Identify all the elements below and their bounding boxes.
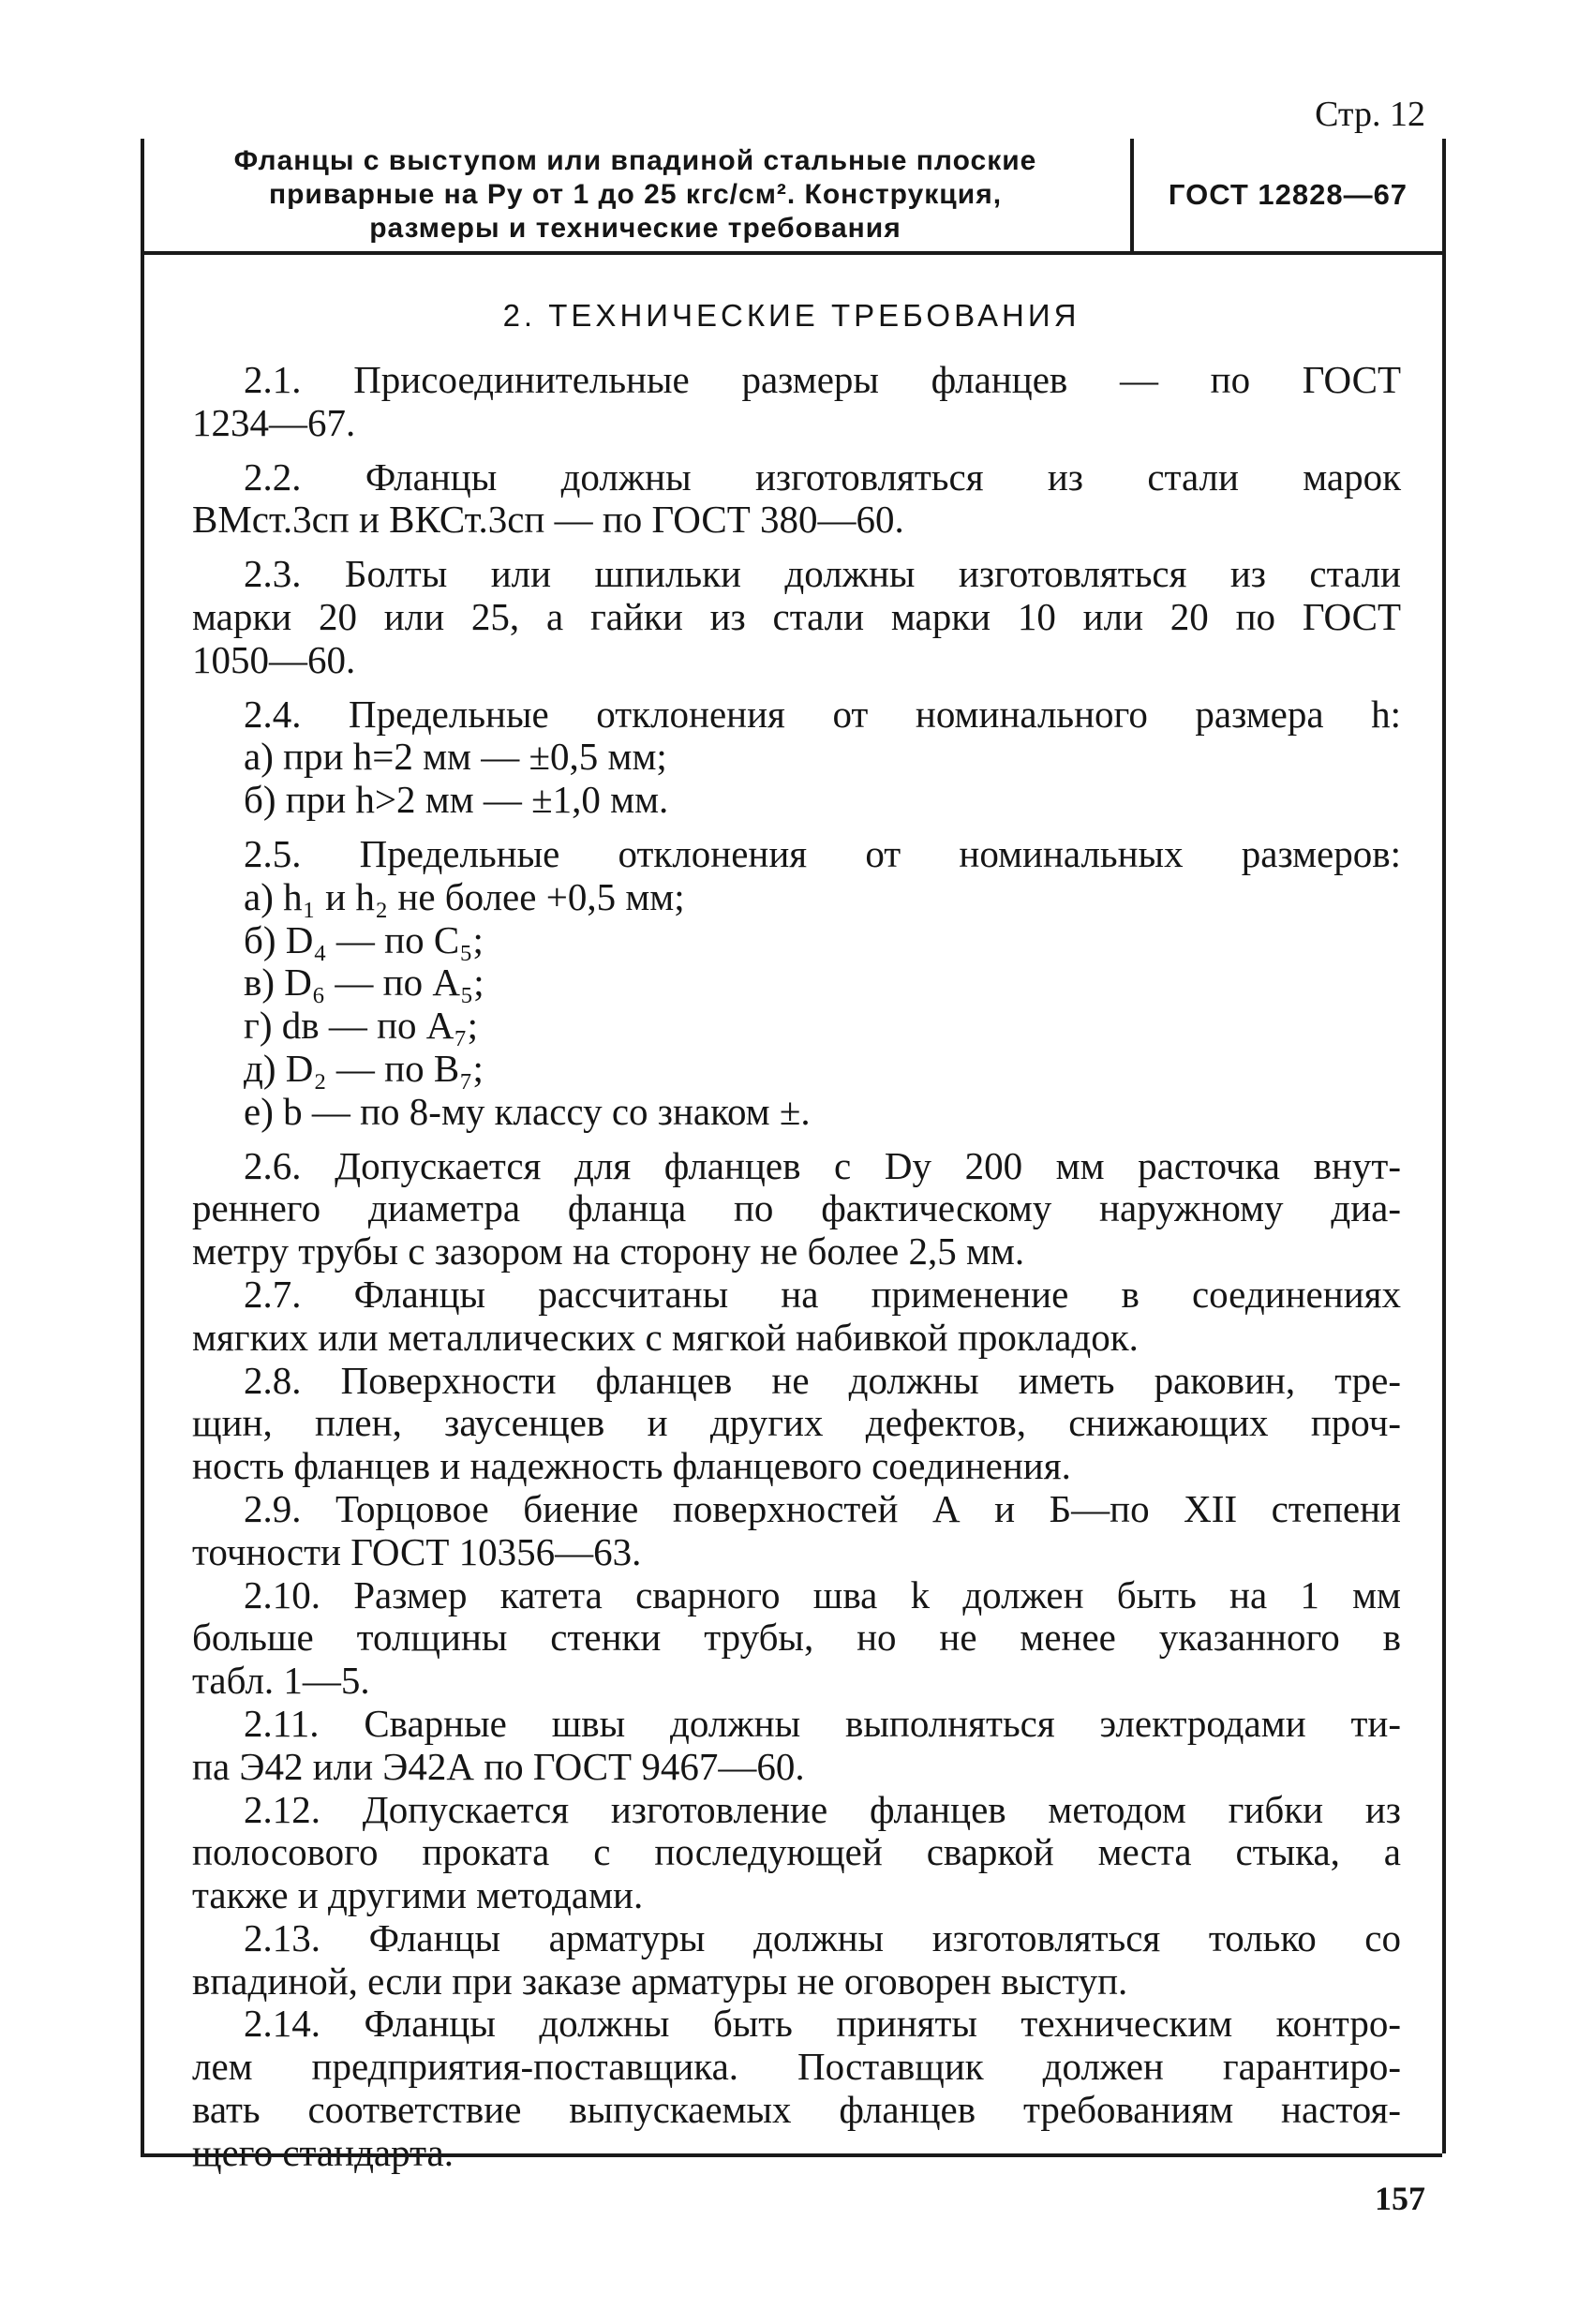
header-title (141, 139, 1134, 251)
text-line: ВМст.3сп и ВКСт.3сп — по ГОСТ 380—60. (192, 498, 904, 542)
text-line: 2.12. Допускается изготовление фланцев методом гибки из (244, 1787, 1401, 1831)
section-title: 2. ТЕХНИЧЕСКИЕ ТРЕБОВАНИЯ (502, 298, 1080, 333)
header-title-line: приварные на Pу от 1 до 25 кгс/см². Конструкция, (268, 179, 1003, 210)
text-line: 2.8. Поверхности фланцев не должны иметь раковин, тре- (244, 1358, 1401, 1402)
header-title-line: размеры и технические требования (369, 213, 901, 244)
text-line: мягких или металлических с мягкой набивкой прокладок. (192, 1315, 1139, 1359)
text-line: также и другими методами. (192, 1873, 644, 1917)
list-item: а) при h=2 мм — ±0,5 мм; (244, 735, 667, 779)
text-line: реннего диаметра фланца по фактическому наружному диа- (192, 1186, 1401, 1230)
text-line: 2.4. Предельные отклонения от номинального размера h: (244, 692, 1401, 736)
list-item: г) dв — по A₇; (244, 1004, 479, 1048)
text-line: 2.5. Предельные отклонения от номинальных размеров: (244, 831, 1401, 875)
text-line: лем предприятия-поставщика. Поставщик должен гарантиро- (192, 2045, 1401, 2089)
header-title-line: Фланцы с выступом или впадиной стальные плоские (233, 145, 1037, 176)
text-line: щин, плен, заусенцев и других дефектов, снижающих проч- (192, 1401, 1401, 1445)
text-line: больше толщины стенки трубы, но не менее указанного в (192, 1616, 1401, 1660)
text-line: па Э42 или Э42А по ГОСТ 9467—60. (192, 1744, 805, 1788)
text-line: 2.10. Размер катета сварного шва k должен быть на 1 мм (244, 1572, 1401, 1616)
bottom-rule (141, 2153, 1442, 2157)
list-item: е) b — по 8-му классу со знаком ±. (244, 1089, 811, 1133)
text-line: 2.7. Фланцы рассчитаны на применение в соединениях (244, 1272, 1401, 1316)
text-line: 1234—67. (192, 400, 356, 444)
text-line: марки 20 или 25, а гайки из стали марки 10 или 20 по ГОСТ (192, 594, 1401, 638)
text-line: 2.13. Фланцы арматуры должны изготовляться только со (244, 1915, 1401, 1959)
text-line: щего стандарта. (192, 2130, 454, 2174)
requirements-text (192, 359, 1401, 2175)
text-line: 2.1. Присоединительные размеры фланцев — по ГОСТ (244, 358, 1401, 401)
list-item: в) D₆ — по A₅; (244, 961, 484, 1005)
text-line: 2.2. Фланцы должны изготовляться из стали марок (244, 454, 1401, 499)
text-line: 2.14. Фланцы должны быть приняты техническим контро- (244, 2002, 1401, 2046)
text-line: вать соответствие выпускаемых фланцев требованиям настоя- (192, 2088, 1401, 2132)
text-line: впадиной, если при заказе арматуры не оговорен выступ. (192, 1959, 1128, 2003)
text-line: 2.11. Сварные швы должны выполняться электродами ти- (244, 1701, 1401, 1745)
text-line: точности ГОСТ 10356—63. (192, 1529, 642, 1573)
list-item: б) D₄ — по C₅; (244, 917, 484, 961)
text-line: 1050—60. (192, 637, 356, 681)
text-line: 2.3. Болты или шпильки должны изготовляться из стали (244, 552, 1401, 596)
text-line: ность фланцев и надежность фланцевого соединения. (192, 1444, 1071, 1488)
text-line: полосового проката с последующей сваркой места стыка, а (192, 1830, 1401, 1874)
list-item: б) при h>2 мм — ±1,0 мм. (244, 778, 669, 822)
list-item: а) h₁ и h₂ не более +0,5 мм; (244, 874, 685, 918)
text-line: 2.9. Торцовое биение поверхностей А и Б—по XII степени (244, 1486, 1401, 1530)
document-header (141, 139, 1442, 255)
page-number: 157 (1375, 2180, 1425, 2217)
page-label: Стр. 12 (1315, 95, 1425, 134)
text-line: табл. 1—5. (192, 1659, 370, 1703)
text-line: 2.6. Допускается для фланцев с Dу 200 мм расточка внут- (244, 1143, 1401, 1187)
standard-code: ГОСТ 12828—67 (1168, 178, 1408, 211)
text-line: метру трубы с зазором на сторону не более 2,5 мм. (192, 1229, 1025, 1274)
list-item: д) D₂ — по B₇; (244, 1046, 484, 1090)
